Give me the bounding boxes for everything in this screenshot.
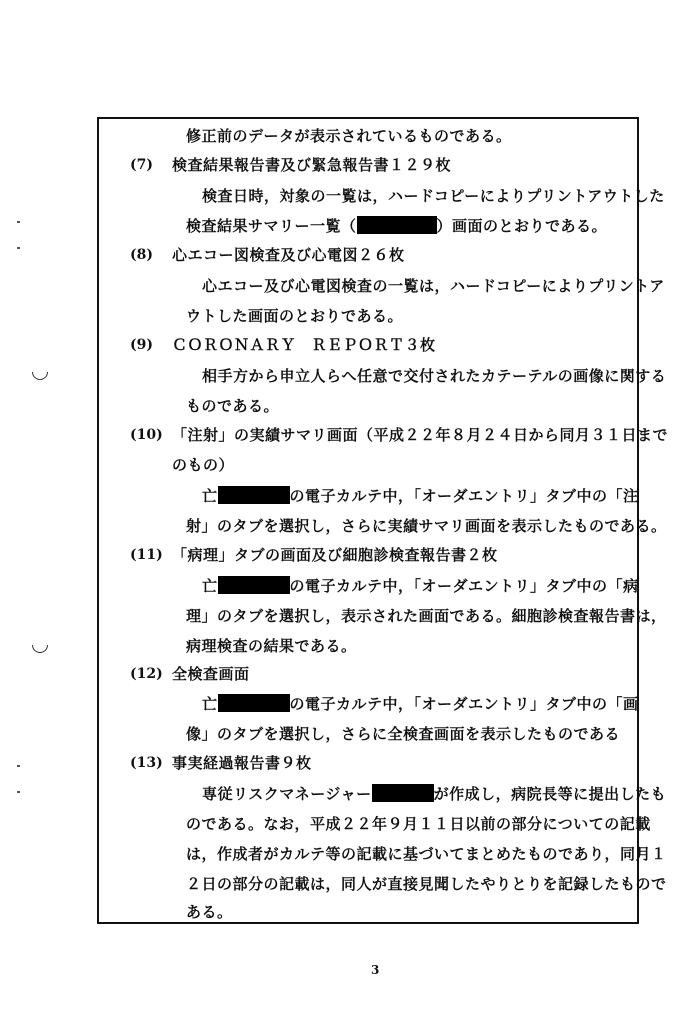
body-line: 像」のタブを選択し，さらに全検査画面を表示したものである: [186, 725, 621, 743]
body-line: は，作成者がカルテ等の記載に基づいてまとめたものであり，同月１: [186, 845, 667, 863]
body-line: のである。なお，平成２２年９月１１日以前の部分についての記載: [186, 815, 651, 833]
item-number: (9): [130, 337, 153, 353]
item-title: 全検査画面: [172, 665, 250, 683]
redaction-block: [218, 576, 290, 594]
body-line: ２日の部分の記載は，同人が直接見聞したやりとりを記録したもので: [186, 875, 667, 893]
intro-text: 修正前のデータが表示されているものである。: [186, 127, 512, 145]
body-line: ものである。: [186, 397, 280, 415]
body-line: 病理検査の結果である。: [186, 637, 357, 655]
item-title: 「注射」の実績サマリ画面（平成２２年８月２４日から同月３１日まで: [172, 426, 669, 444]
body-line: 亡 の電子カルテ中，「オーダエントリ」タブ中の「病: [202, 577, 639, 595]
item-title: 「病理」タブの画面及び細胞診検査報告書２枚: [172, 546, 498, 564]
item-title: 検査結果報告書及び緊急報告書１２９枚: [172, 156, 452, 174]
item-number: (11): [130, 547, 163, 563]
redaction-block: [218, 694, 290, 712]
body-line: 射」のタブを選択し，さらに実績サマリ画面を表示したものである。: [186, 517, 667, 535]
item-number: (8): [130, 247, 153, 263]
item-title: ＣＯＲＯＮＡＲＹ ＲＥＰＯＲＴ３枚: [172, 336, 436, 354]
body-line: 相手方から申立人らへ任意で交付されたカテーテルの画像に関する: [202, 367, 667, 385]
body-line: 亡 の電子カルテ中，「オーダエントリ」タブ中の「画: [202, 695, 639, 713]
redaction-block: [357, 216, 437, 234]
margin-dot: [17, 765, 20, 767]
body-line: 理」のタブを選択し，表示された画面である。細胞診検査報告書は，: [186, 607, 667, 625]
item-title: 心エコー図検査及び心電図２６枚: [172, 246, 405, 264]
body-line: 検査日時，対象の一覧は，ハードコピーによりプリントアウトした: [202, 187, 665, 205]
item-number: (7): [130, 157, 153, 173]
margin-dot: [17, 791, 20, 793]
body-line: 専従リスクマネージャー が作成し，病院長等に提出したも: [202, 785, 667, 803]
item-number: (12): [130, 666, 163, 682]
margin-curve-mark: [32, 645, 48, 653]
margin-dot: [17, 221, 20, 223]
margin-curve-mark: [32, 372, 48, 380]
item-number: (10): [130, 427, 163, 443]
item-title: 事実経過報告書９枚: [172, 754, 312, 772]
redaction-block: [218, 486, 290, 504]
item-title-continued: のもの）: [172, 456, 235, 474]
page-number: 3: [371, 963, 380, 977]
body-line: 検査結果サマリー一覧（ ）画面のとおりである。: [186, 217, 608, 235]
margin-dot: [17, 247, 20, 249]
item-number: (13): [130, 755, 163, 771]
body-line: ある。: [186, 903, 233, 921]
body-line: 心エコー及び心電図検査の一覧は，ハードコピーによりプリントア: [202, 277, 665, 295]
body-line: ウトした画面のとおりである。: [186, 307, 404, 325]
body-line: 亡 の電子カルテ中，「オーダエントリ」タブ中の「注: [202, 487, 639, 505]
redaction-block: [372, 784, 434, 802]
